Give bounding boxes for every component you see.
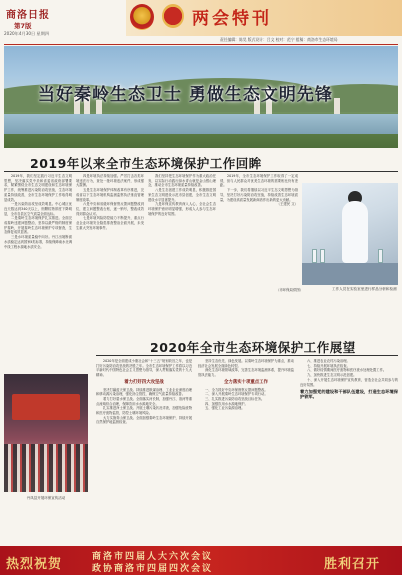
banner-line-1: 商洛市四届人大六次会议 bbox=[92, 552, 214, 562]
section2-column-3: 六、推进农业农村污染治理。 七、持续开展环境执法检查。 八、做好疫情期间医疗废物和医疗废水处理处置工作。 九、加快推进生态文明示范创建。 十、深入开展生态环境保护宣传教育，营造全社会共同参与的良好氛围。 着力加强党的建设和干部队伍建设，打造生态环境保护铁军。 bbox=[300, 359, 398, 400]
section2-subhead-1: 着力打好四大攻坚战 bbox=[124, 379, 164, 385]
section1-column-4: 2019年，全市生态环境保护工作取得了一定成绩，但与人民群众对优美生态环境的需要相比仍有差距。 下一步，我们将继续以习近平生态文明思想为指导，坚决打好污染防治攻坚战，持续改善生态环境质量，为建设高质量发展新商洛作出新的更大贡献。 （王建民 文） bbox=[220, 174, 298, 207]
masthead bbox=[0, 0, 402, 44]
section2-column-1: 2020年是全面建成小康社会和“十三五”规划收官之年，也是打好污染防治攻坚战的决胜之年。全市生态环境保护工作将以习近平新时代中国特色社会主义思想为指导，深入贯彻落实党的十九大精神。 着力打好四大攻坚战 坚决打赢蓝天保卫战。持续推进散煤治理、工业企业深度治理和移动源污染治理，强化扬尘管控，确保空气质量持续改善。 着力打好碧水保卫战。全面落实河长制，加强丹江、洛河等重点流域综合治理，保障饮用水水源地安全。 扎实推进净土保卫战。开展土壤污染状况详查，加强危险废物和医疗废物监管，防控土壤环境风险。 大力实施青山保卫战。全面加强秦岭生态环境保护，持续开展自然保护地监督检查。 bbox=[96, 359, 192, 425]
edition-number: 第7版 bbox=[14, 22, 32, 30]
section1-column-1: 2019年，我们坚定践行习近平生态文明思想，坚决落实党中央和省委省政府部署要求，紧紧围绕全市生态文明建设和生态环境保护工作，统筹推进污染防治攻坚战，生态环境质量持续改善，全市生态环境保护工作取得明显成效。 一是污染防治攻坚成效明显。中心城区优良天数达到340天以上，细颗粒物浓度下降明显，全市各县区空气质量全面达标。 二是秦岭生态环境保护扎实推进。全面完成秦岭违建问题整治，坚持以最严格的制度保护秦岭，开展秦岭生态环境保护专项督查，生态修复成效显著。 三是水环境质量稳中向好。丹江出境断面水质稳定达到国家Ⅱ类标准，持续保障南水北调中线工程水源地水质安全。 bbox=[4, 174, 72, 249]
section2-rule bbox=[96, 355, 398, 356]
section2-column-2: 坚持生态优先、绿色发展。以秦岭生态环境保护为重点，推动经济社会发展全面绿色转型。 深化生态环境领域改革，完善生态环境监测体系，提升环境监管执法能力。 全力落实十项重点工作 一、全力抓好中央环保督察反馈问题整改。 二、深入开展秦岭生态环境保护专项行动。 三、扎实推进污染防治攻坚战目标任务。 四、加强饮用水水源地保护。 五、强化工业污染源治理。 bbox=[198, 359, 294, 411]
cppcc-emblem-icon bbox=[162, 4, 184, 28]
section1-signature: （王建民 文） bbox=[276, 202, 298, 207]
banner-left-text: 热烈祝贺 bbox=[6, 557, 63, 572]
section1-column-3: 我们坚持把生态环境保护作为重大政治任务，以实际行动践行绿水青山就是金山银山理念，推动全市生态环境质量持续改善。 八是生态创建工作成效明显，积极推进国家生态文明建设示范市县创建，全市生态文明建设水平显著提升。 九是环保宣传教育深入人心，全社会生态环境保护意识明显增强，形成人人参与生态环境保护的良好氛围。 bbox=[148, 174, 216, 216]
event-photo bbox=[4, 374, 88, 492]
lab-photo bbox=[302, 183, 398, 285]
section2-title: 2020年全市生态环境保护工作展望 bbox=[150, 340, 356, 355]
editor-credits: 责任编辑：陈昊 版式设计：吕文 校对：范宁 组稿：商洛市生态环境局 bbox=[220, 37, 338, 42]
event-photo-caption: 丹凤县开展环保宣传活动 bbox=[26, 496, 66, 500]
masthead-divider bbox=[4, 44, 398, 45]
section2-subhead-2: 全力落实十项重点工作 bbox=[224, 379, 268, 385]
issue-date: 2020年4月30日 星期四 bbox=[4, 31, 50, 36]
newspaper-logo: 商洛日报 bbox=[6, 10, 50, 21]
banner-right-text: 胜利召开 bbox=[324, 557, 381, 572]
section1-rule bbox=[4, 171, 398, 172]
banner-line-2: 政协商洛市四届四次会议 bbox=[92, 564, 214, 574]
main-headline: 当好秦岭生态卫士 勇做生态文明先锋 bbox=[38, 85, 333, 105]
lab-photo-caption: 工作人员在实验室里进行样品分析和检测 bbox=[332, 287, 397, 291]
national-emblem-icon bbox=[130, 4, 154, 30]
lab-photo-credit: （市环保局供图） bbox=[276, 288, 304, 292]
section-title: 两会特刊 bbox=[192, 9, 272, 29]
section1-title: 2019年以来全市生态环境保护工作回眸 bbox=[30, 156, 262, 171]
section2-highlight: 着力加强党的建设和干部队伍建设，打造生态环境保护铁军。 bbox=[300, 389, 398, 400]
section1-column-2: 四是环境执法持续加强。严厉打击各类环境违法行为，查处一批环境违法案件，形成强大震慑。 五是生态环境保护体制改革有序推进，完成省以下生态环境机构监测监察执法垂直管理制度改革。 六是中央和省级环保督察反馈问题整改到位，建立问题整改台账，逐一销号，整改成效得到群众认可。 七是环境风险防控能力不断提升，重点行业企业环境安全隐患排查整治全面开展，未发生重大突发环境事件。 bbox=[76, 174, 144, 230]
